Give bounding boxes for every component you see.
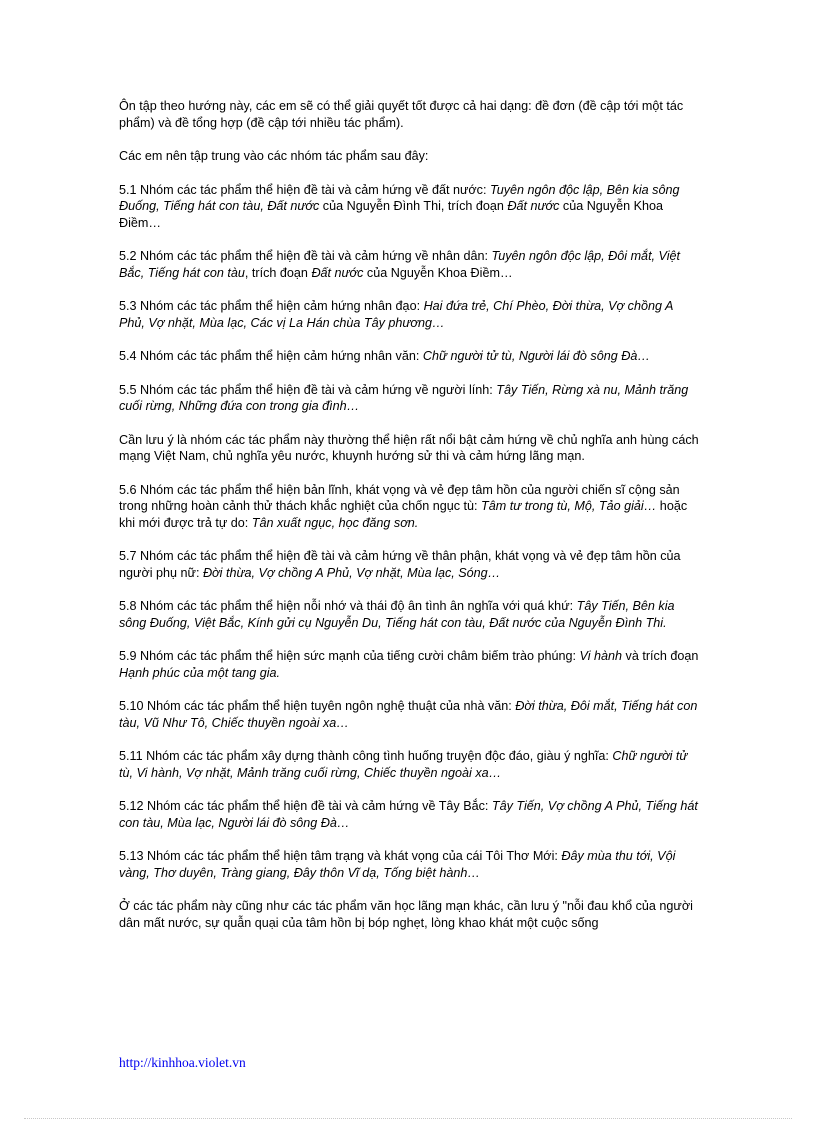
footer-link[interactable]: http://kinhhoa.violet.vn	[119, 1055, 246, 1070]
group-5-9: 5.9 Nhóm các tác phẩm thể hiện sức mạnh của tiếng cười châm biếm trào phúng: Vi hành và trích đoạn Hạnh phúc của một tang gia.	[119, 649, 699, 680]
group-5-13: 5.13 Nhóm các tác phẩm thể hiện tâm trạng và khát vọng của cái Tôi Thơ Mới: Đây mùa thu tới, Vội vàng, Thơ duyên, Tràng giang, Đây thôn Vĩ dạ, Tống biệt hành…	[119, 849, 676, 880]
intro-paragraph: Ôn tập theo hướng này, các em sẽ có thể giải quyết tốt được cả hai dạng: đề đơn (đề cập tới một tác phẩm) và đề tổng hợp (đề cập tới nhiều tác phẩm).	[119, 99, 684, 130]
page-bottom-divider	[24, 1118, 792, 1119]
focus-paragraph: Các em nên tập trung vào các nhóm tác phẩm sau đây:	[119, 149, 429, 163]
group-5-6: 5.6 Nhóm các tác phẩm thể hiện bản lĩnh, khát vọng và vẻ đẹp tâm hồn của người chiến sĩ cộng sản trong những hoàn cảnh thử thách khắc nghiệt của chốn ngục tù: Tâm tư trong tù, Mộ, Tảo giải… hoặc khi mới được trả tự do: Tân xuất ngục, học đăng sơn.	[119, 482, 688, 530]
group-5-5: 5.5 Nhóm các tác phẩm thể hiện đề tài và cảm hứng về người lính: Tây Tiến, Rừng xà nu, Mảnh trăng cuối rừng, Những đứa con trong gia đình…	[119, 382, 689, 413]
group-5-1: 5.1 Nhóm các tác phẩm thể hiện đề tài và cảm hứng về đất nước: Tuyên ngôn độc lập, Bên kia sông Đuống, Tiếng hát con tàu, Đất nước của Nguyễn Đình Thi, trích đoạn Đất nước của Nguyễn Khoa Điềm…	[119, 182, 680, 230]
document-body	[119, 98, 699, 948]
group-5-7: 5.7 Nhóm các tác phẩm thể hiện đề tài và cảm hứng về thân phận, khát vọng và vẻ đẹp tâm hồn của người phụ nữ: Đời thừa, Vợ chồng A Phủ, Vợ nhặt, Mùa lạc, Sóng…	[119, 549, 681, 580]
group-5-11: 5.11 Nhóm các tác phẩm xây dựng thành công tình huống truyện độc đáo, giàu ý nghĩa: Chữ người tử tù, Vi hành, Vợ nhặt, Mảnh trăng cuối rừng, Chiếc thuyền ngoài xa…	[119, 749, 688, 780]
group-5-8: 5.8 Nhóm các tác phẩm thể hiện nỗi nhớ và thái độ ân tình ân nghĩa với quá khứ: Tây Tiến, Bên kia sông Đuống, Việt Bắc, Kính gửi cụ Nguyễn Du, Tiếng hát con tàu, Đất nước của Nguyễn Đình Thi.	[119, 599, 675, 630]
closing-paragraph: Ở các tác phẩm này cũng như các tác phẩm văn học lãng mạn khác, cần lưu ý "nỗi đau khổ của người dân mất nước, sự quẫn quại của tâm hồn bị bóp nghẹt, lòng khao khát một cuộc sống	[119, 899, 693, 930]
note-paragraph: Cần lưu ý là nhóm các tác phẩm này thường thể hiện rất nổi bật cảm hứng về chủ nghĩa anh hùng cách mạng Việt Nam, chủ nghĩa yêu nước, khuynh hướng sử thi và cảm hứng lãng mạn.	[119, 432, 699, 463]
group-5-3: 5.3 Nhóm các tác phẩm thể hiện cảm hứng nhân đạo: Hai đứa trẻ, Chí Phèo, Đời thừa, Vợ chồng A Phủ, Vợ nhặt, Mùa lạc, Các vị La Hán chùa Tây phương…	[119, 299, 673, 330]
group-5-2: 5.2 Nhóm các tác phẩm thể hiện đề tài và cảm hứng về nhân dân: Tuyên ngôn độc lập, Đôi mắt, Việt Bắc, Tiếng hát con tàu, trích đoạn Đất nước của Nguyễn Khoa Điềm…	[119, 249, 681, 280]
group-5-4: 5.4 Nhóm các tác phẩm thể hiện cảm hứng nhân văn: Chữ người tử tù, Người lái đò sông Đà…	[119, 349, 650, 363]
group-5-12: 5.12 Nhóm các tác phẩm thể hiện đề tài và cảm hứng về Tây Bắc: Tây Tiến, Vợ chồng A Phủ, Tiếng hát con tàu, Mùa lạc, Người lái đò sông Đà…	[119, 799, 698, 830]
group-5-10: 5.10 Nhóm các tác phẩm thể hiện tuyên ngôn nghệ thuật của nhà văn: Đời thừa, Đôi mắt, Tiếng hát con tàu, Vũ Như Tô, Chiếc thuyền ngoài xa…	[119, 699, 698, 730]
